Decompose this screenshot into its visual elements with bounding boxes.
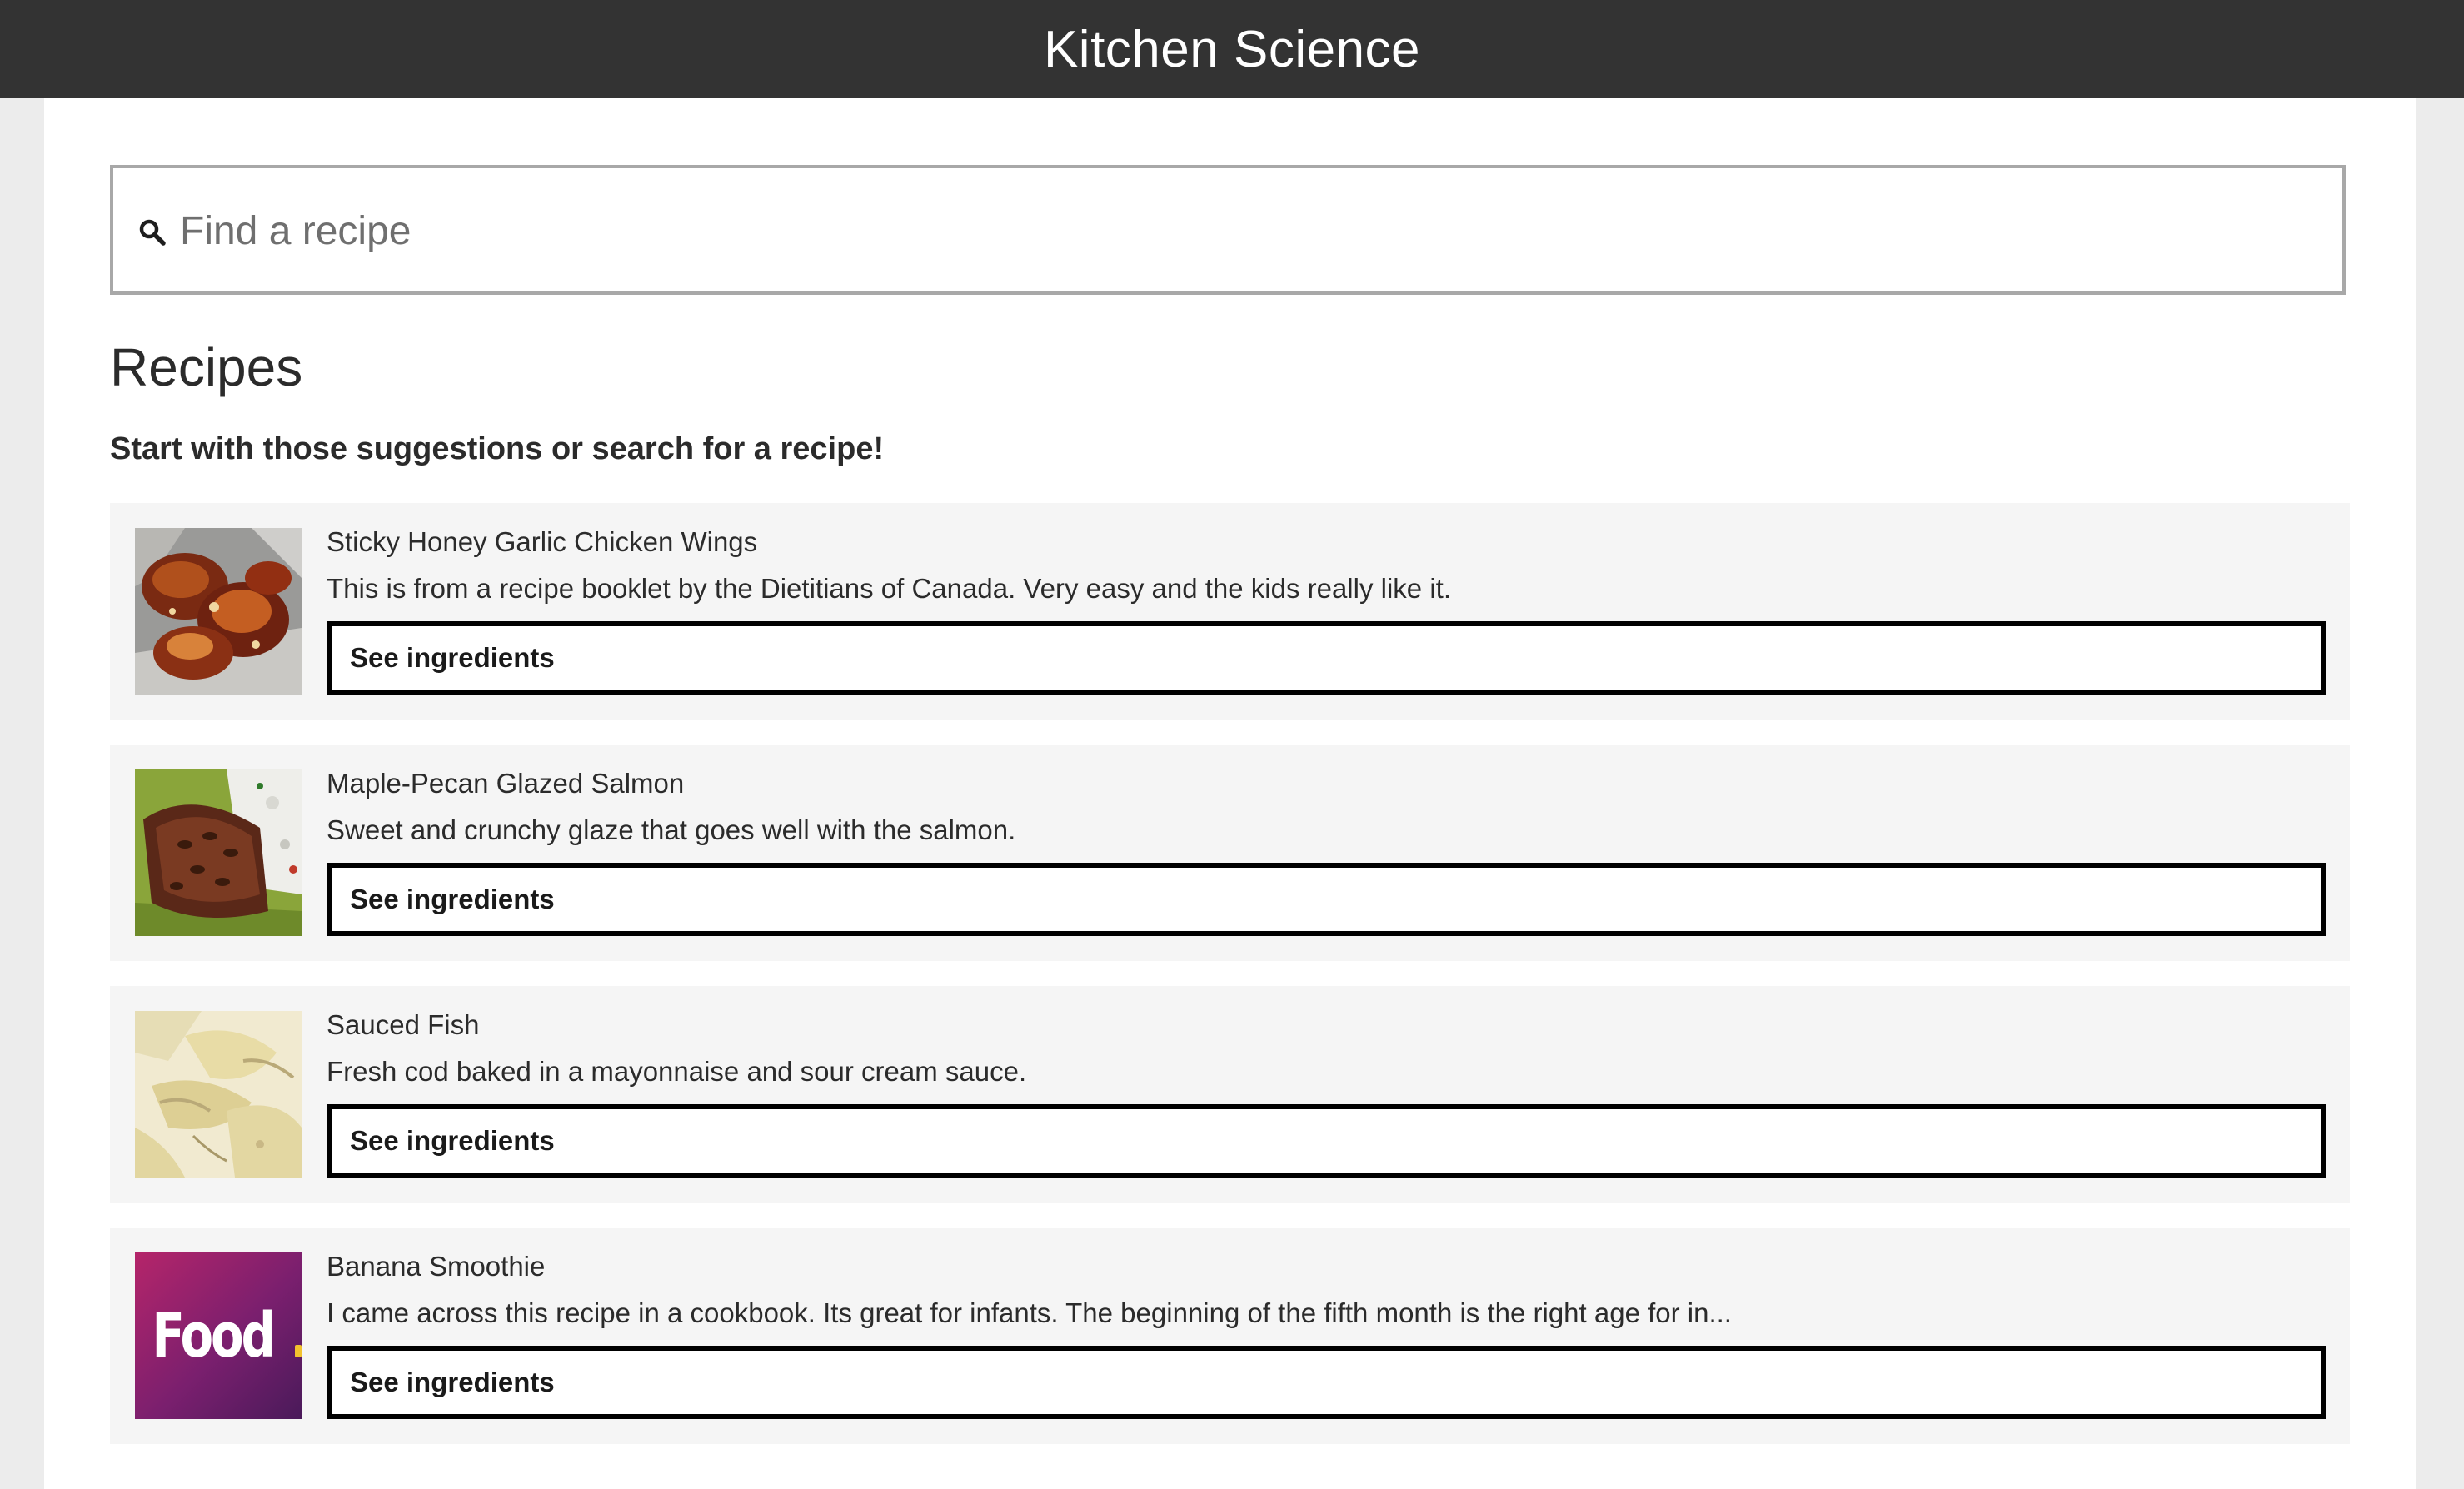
recipe-description: Sweet and crunchy glaze that goes well with the salmon.: [327, 814, 1016, 845]
recipes-subtitle: Start with those suggestions or search for a recipe!: [110, 431, 885, 466]
app-header: [0, 0, 2464, 98]
recipe-image-sauced-fish: [135, 1011, 302, 1178]
main-content: [44, 98, 2416, 1489]
recipe-image-food-logo: [135, 1252, 302, 1419]
see-ingredients-button[interactable]: See ingredients: [327, 1104, 2326, 1178]
recipe-title[interactable]: Maple-Pecan Glazed Salmon: [327, 768, 685, 799]
see-ingredients-button[interactable]: See ingredients: [327, 1346, 2326, 1419]
recipe-card: [110, 503, 2350, 720]
recipe-description: I came across this recipe in a cookbook. Its great for infants. The beginning of the fifth month is the right age for in...: [327, 1297, 1732, 1328]
recipe-description: This is from a recipe booklet by the Dietitians of Canada. Very easy and the kids really like it.: [327, 573, 1451, 604]
recipe-image-glazed-salmon: [135, 769, 302, 936]
see-ingredients-button[interactable]: See ingredients: [327, 863, 2326, 936]
recipe-image-chicken-wings: [135, 528, 302, 695]
recipe-card: [110, 986, 2350, 1203]
search-icon: [138, 218, 167, 247]
recipe-card: [110, 744, 2350, 961]
recipe-card: [110, 1228, 2350, 1444]
search-box[interactable]: [110, 165, 2346, 295]
search-input[interactable]: [180, 202, 2312, 260]
food-logo-text: Food: [152, 1300, 273, 1372]
food-logo-dot: [295, 1345, 302, 1357]
recipe-description: Fresh cod baked in a mayonnaise and sour cream sauce.: [327, 1056, 1027, 1087]
recipe-title[interactable]: Sauced Fish: [327, 1009, 480, 1040]
food-logo: [135, 1252, 302, 1419]
recipe-title[interactable]: Sticky Honey Garlic Chicken Wings: [327, 526, 758, 557]
see-ingredients-button[interactable]: See ingredients: [327, 621, 2326, 695]
app-title: Kitchen Science: [1043, 20, 1421, 78]
recipe-title[interactable]: Banana Smoothie: [327, 1251, 546, 1282]
recipe-list: [110, 503, 2350, 1469]
recipes-heading: Recipes: [110, 337, 303, 397]
